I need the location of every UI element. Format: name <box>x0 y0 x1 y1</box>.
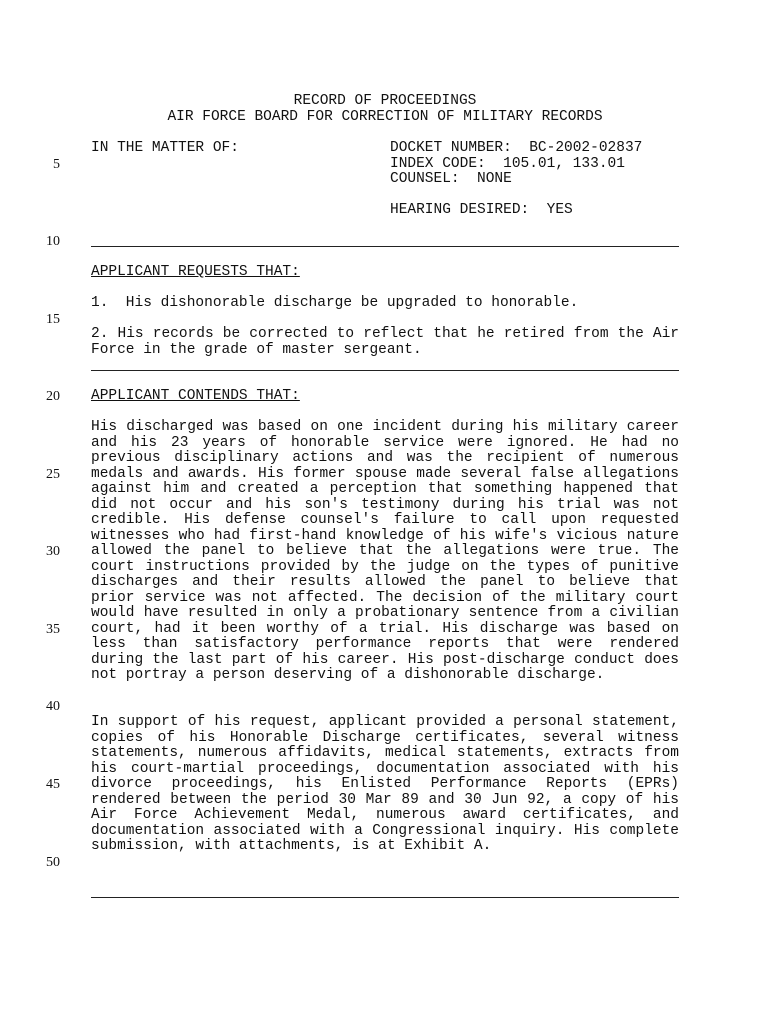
matter-label: IN THE MATTER OF: <box>91 140 239 156</box>
line-number: 10 <box>46 234 60 249</box>
line-number: 20 <box>46 389 60 404</box>
index-code: INDEX CODE: 105.01, 133.01 <box>390 156 625 172</box>
support-paragraph: In support of his request, applicant provided a personal statement, copies of his Honorable Discharge certificates, several witness statements, numerous affidavits, medical statements, extracts from his court-martial proceedings, documentation associated with his divorce proceedings, his Enlisted Performance Reports (EPRs) rendered between the period 30 Mar 89 and 30 Jun 92, a copy of his Air Force Achievement Medal, numerous award certificates, and documentation associated with a Congressional inquiry. His complete submission, with attachments, is at Exhibit A. <box>91 714 679 854</box>
line-number: 40 <box>46 699 60 714</box>
contention-paragraph: His discharged was based on one incident during his military career and his 23 years of honorable service were ignored. He had no previous disciplinary actions and was the recipient of numerous medals and awards. His former spouse made several false allegations against him and created a perception that something happened that did not occur and his son's testimony during his trial was not credible. His defense counsel's failure to call upon requested witnesses who had first-hand knowledge of his wife's vicious nature allowed the panel to believe that the allegations were true. The court instructions provided by the judge on the types of punitive discharges and their results allowed the panel to believe that prior service was not affected. The decision of the military court would have resulted in only a probationary sentence from a civilian court, had it been worthy of a trial. His discharge was based on less than satisfactory performance reports that were rendered during the last part of his career. His post-discharge conduct does not portray a person deserving of a dishonorable discharge. <box>91 419 679 683</box>
hearing-desired: HEARING DESIRED: YES <box>390 202 573 218</box>
line-number: 35 <box>46 622 60 637</box>
line-number: 30 <box>46 544 60 559</box>
document-title: RECORD OF PROCEEDINGS <box>293 93 477 109</box>
line-number: 15 <box>46 312 60 327</box>
line-number: 5 <box>53 157 60 172</box>
docket-number: DOCKET NUMBER: BC-2002-02837 <box>390 140 643 156</box>
request-item-1: 1. His dishonorable discharge be upgraded to honorable. <box>91 295 579 311</box>
section-divider <box>91 246 679 247</box>
section-divider <box>91 897 679 898</box>
contends-heading: APPLICANT CONTENDS THAT: <box>91 388 300 404</box>
line-number: 45 <box>46 777 60 792</box>
line-number: 50 <box>46 855 60 870</box>
line-number: 25 <box>46 467 60 482</box>
board-name: AIR FORCE BOARD FOR CORRECTION OF MILITARY RECORDS <box>167 109 603 125</box>
section-divider <box>91 370 679 371</box>
request-item-2: 2. His records be corrected to reflect that he retired from the Air Force in the grade of master sergeant. <box>91 326 679 358</box>
counsel: COUNSEL: NONE <box>390 171 512 187</box>
requests-heading: APPLICANT REQUESTS THAT: <box>91 264 300 280</box>
